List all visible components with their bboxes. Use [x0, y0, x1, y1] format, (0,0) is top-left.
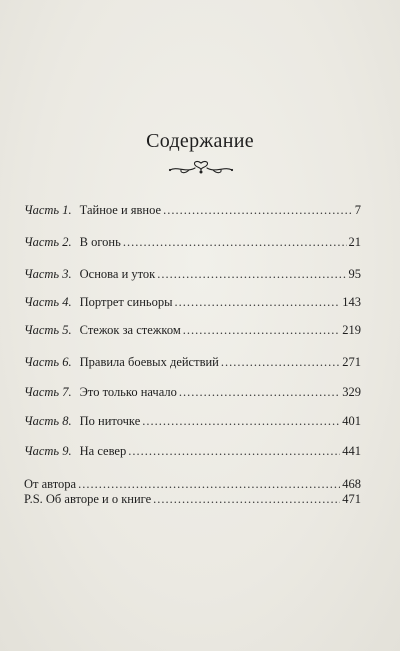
part-label: Часть 3.: [24, 267, 72, 281]
entry-name: Портрет синьоры: [79, 295, 173, 309]
toc-entry: [24, 201, 361, 219]
page-number: 21: [348, 235, 361, 249]
dot-leader: [142, 412, 340, 430]
dot-leader: [153, 490, 340, 508]
part-label: Часть 5.: [24, 323, 72, 337]
part-label: Часть 1.: [24, 203, 72, 217]
entry-name: Это только начало: [79, 385, 177, 399]
toc-entry: [24, 353, 361, 371]
dot-leader: [221, 353, 340, 371]
dot-leader: [179, 383, 340, 401]
dot-leader: [183, 321, 340, 339]
page-number: 143: [342, 295, 361, 309]
toc-entry: [24, 490, 361, 508]
dot-leader: [163, 201, 353, 219]
entry-name: По ниточке: [79, 414, 141, 428]
toc-entry: [24, 293, 361, 311]
entry-name: Стежок за стежком: [79, 323, 181, 337]
part-label: Часть 8.: [24, 414, 72, 428]
toc-entry: [24, 442, 361, 460]
page-number: 219: [342, 323, 361, 337]
entry-name: P.S. Об авторе и о книге: [24, 492, 152, 506]
part-label: Часть 2.: [24, 235, 72, 249]
dot-leader: [175, 293, 341, 311]
ornament-divider-icon: [167, 159, 235, 177]
entry-name: Основа и уток: [79, 267, 156, 281]
page-number: 271: [342, 355, 361, 369]
part-label: Часть 4.: [24, 295, 72, 309]
entry-name: Тайное и явное: [79, 203, 162, 217]
page-number: 95: [348, 267, 361, 281]
page-number: 468: [342, 477, 361, 491]
part-label: Часть 7.: [24, 385, 72, 399]
part-label: Часть 6.: [24, 355, 72, 369]
toc-entry: [24, 412, 361, 430]
toc-entry: [24, 383, 361, 401]
entry-name: На север: [79, 444, 127, 458]
dot-leader: [128, 442, 340, 460]
page-number: 441: [342, 444, 361, 458]
page-number: 401: [342, 414, 361, 428]
entry-name: От автора: [24, 477, 77, 491]
page-number: 329: [342, 385, 361, 399]
toc-entry: [24, 321, 361, 339]
entry-name: В огонь: [79, 235, 121, 249]
entry-name: Правила боевых действий: [79, 355, 219, 369]
page-number: 471: [342, 492, 361, 506]
part-label: Часть 9.: [24, 444, 72, 458]
toc-entry: [24, 233, 361, 251]
page-title: Содержание: [146, 130, 254, 152]
dot-leader: [123, 233, 347, 251]
dot-leader: [157, 265, 346, 283]
page-number: 7: [354, 203, 361, 217]
toc-entry: [24, 265, 361, 283]
